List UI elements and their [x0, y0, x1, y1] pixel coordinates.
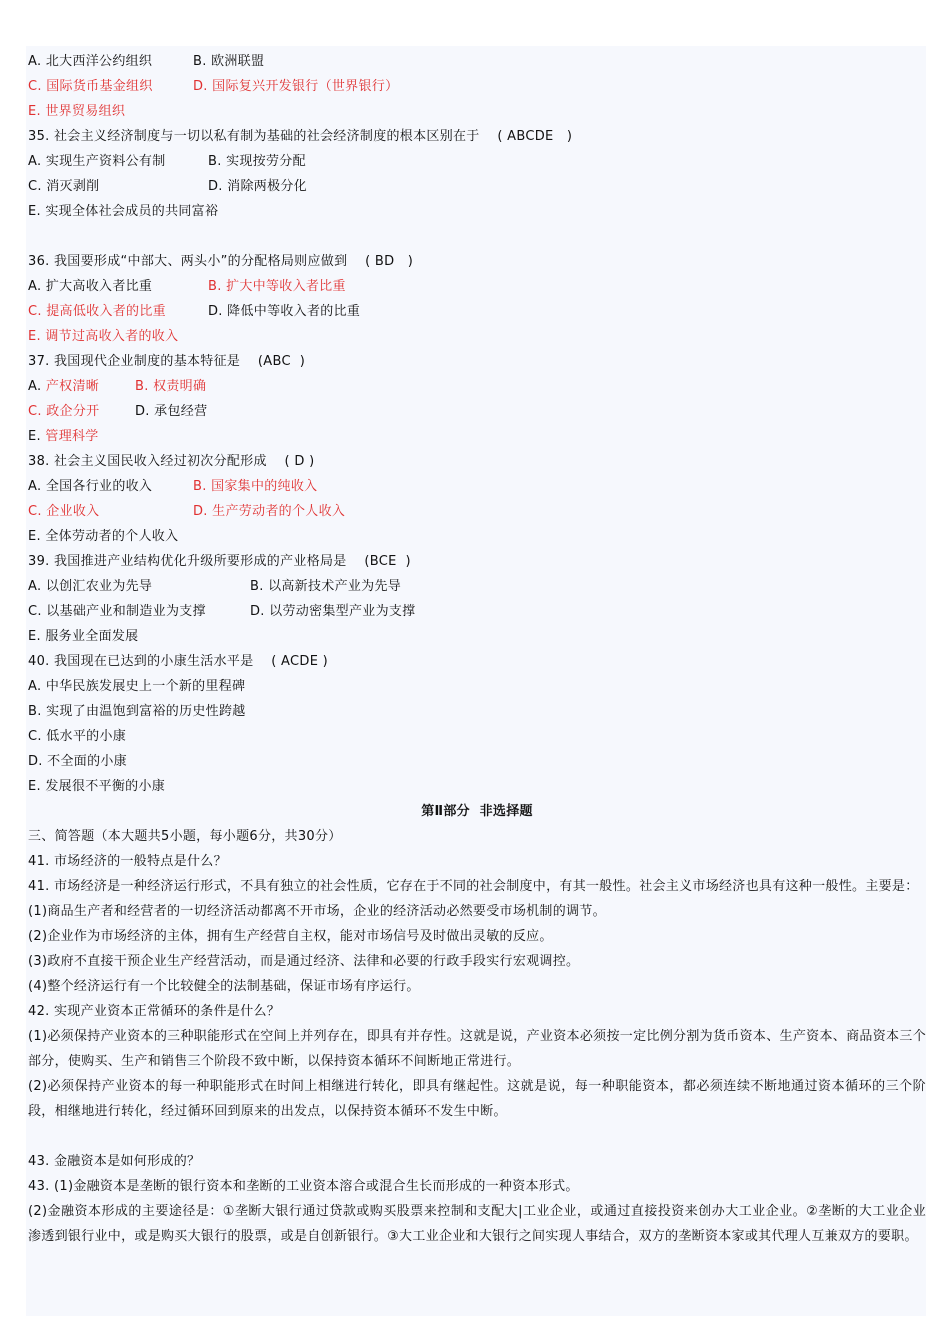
q38-option-d: D. 生产劳动者的个人收入 [193, 504, 346, 519]
q34-option-c: C. 国际货币基金组织 [28, 79, 153, 94]
q41-point-3: (3)政府不直接干预企业生产经营活动，而是通过经济、法律和必要的行政手段实行宏观调控。 [28, 954, 580, 969]
q36-option-e: E. 调节过高收入者的收入 [28, 329, 179, 344]
q35-options-cd [28, 174, 926, 199]
q38-option-c: C. 企业收入 [28, 504, 100, 519]
q36-options-ab [28, 274, 926, 299]
q38-option-e: E. 全体劳动者的个人收入 [28, 529, 179, 544]
q41-answer-intro: 41. 市场经济是一种经济运行形式，不具有独立的社会性质，它存在于不同的社会制度中，有其一般性。社会主义市场经济也具有这种一般性。主要是： [28, 879, 919, 894]
q37-option-c: 政企分开 [46, 404, 100, 419]
q43-point-1: 43. (1)金融资本是垄断的银行资本和垄断的工业资本溶合或混合生长而形成的一种资本形式。 [28, 1179, 579, 1194]
q35-stem: 35. 社会主义经济制度与一切以私有制为基础的社会经济制度的根本区别在于 ( ABCDE ) [28, 129, 573, 144]
q35-option-d: D. 消除两极分化 [208, 179, 307, 194]
part-title: 第Ⅱ部分 非选择题 [421, 804, 533, 819]
q38-stem: 38. 社会主义国民收入经过初次分配形成 ( D ) [28, 454, 315, 469]
q37-option-b: B. 权责明确 [135, 379, 207, 394]
q43-point-2: (2)金融资本形成的主要途径是：①垄断大银行通过贷款或购买股票来控制和支配大|工业企业，或通过直接投资来创办大工业企业。②垄断的大工业企业渗透到银行业中，或是购买大银行的股票，或是自创新银行。③大工业企业和大银行之间实现人事结合，双方的垄断资本家或其代理人互兼双方的要职。 [28, 1204, 926, 1244]
q34-option-b: B. 欧洲联盟 [193, 54, 265, 69]
q40-option-c: C. 低水平的小康 [28, 729, 127, 744]
q39-option-a: A. 以创汇农业为先导 [28, 579, 153, 594]
q37-option-e-prefix: E. [28, 429, 41, 444]
q37-option-a-prefix: A. [28, 379, 42, 394]
q40-option-a: A. 中华民族发展史上一个新的里程碑 [28, 679, 246, 694]
q39-option-d: D. 以劳动密集型产业为支撑 [250, 604, 416, 619]
q40-option-b: B. 实现了由温饱到富裕的历史性跨越 [28, 704, 246, 719]
q40-option-e: E. 发展很不平衡的小康 [28, 779, 166, 794]
q36-option-d: D. 降低中等收入者的比重 [208, 304, 361, 319]
q34-option-a: A. 北大西洋公约组织 [28, 54, 153, 69]
q40-option-d: D. 不全面的小康 [28, 754, 127, 769]
q41-point-1: (1)商品生产者和经营者的一切经济活动都离不开市场，企业的经济活动必然要受市场机制的调节。 [28, 904, 606, 919]
q39-option-c: C. 以基础产业和制造业为支撑 [28, 604, 206, 619]
q38-option-b: B. 国家集中的纯收入 [193, 479, 318, 494]
section-heading: 三、简答题（本大题共5小题，每小题6分，共30分） [28, 829, 342, 844]
q36-option-b: B. 扩大中等收入者比重 [208, 279, 346, 294]
spacer [28, 224, 926, 249]
q35-option-c: C. 消灭剥削 [28, 179, 100, 194]
q36-option-a: A. 扩大高收入者比重 [28, 279, 153, 294]
q40-stem: 40. 我国现在已达到的小康生活水平是 ( ACDE ) [28, 654, 329, 669]
q34-option-e: E. 世界贸易组织 [28, 104, 126, 119]
q37-options-cd [28, 399, 926, 424]
q39-stem: 39. 我国推进产业结构优化升级所要形成的产业格局是 (BCE ) [28, 554, 411, 569]
q34-options-ab [28, 49, 926, 74]
spacer [28, 1124, 926, 1149]
q37-option-c-prefix: C. [28, 404, 42, 419]
document-body [28, 49, 926, 1249]
q37-option-e: 管理科学 [45, 429, 99, 444]
q36-option-c: C. 提高低收入者的比重 [28, 304, 166, 319]
q35-option-e: E. 实现全体社会成员的共同富裕 [28, 204, 219, 219]
q37-option-d: D. 承包经营 [135, 404, 208, 419]
q37-option-a: 产权清晰 [45, 379, 100, 394]
q42-question: 42. 实现产业资本正常循环的条件是什么？ [28, 1004, 281, 1019]
q34-options-cd [28, 74, 926, 99]
q34-option-d: D. 国际复兴开发银行（世界银行） [193, 79, 399, 94]
q37-stem: 37. 我国现代企业制度的基本特征是 (ABC ) [28, 354, 306, 369]
q39-option-b: B. 以高新技术产业为先导 [250, 579, 402, 594]
q36-options-cd [28, 299, 926, 324]
q42-point-1: (1)必须保持产业资本的三种职能形式在空间上并列存在，即具有并存性。这就是说，产业资本必须按一定比例分割为货币资本、生产资本、商品资本三个部分，使购买、生产和销售三个阶段不致中断，以保持资本循环不间断地正常进行。 [28, 1029, 926, 1069]
q35-options-ab [28, 149, 926, 174]
q35-option-a: A. 实现生产资料公有制 [28, 154, 166, 169]
q39-options-cd [28, 599, 926, 624]
q38-options-ab [28, 474, 926, 499]
q39-option-e: E. 服务业全面发展 [28, 629, 139, 644]
q37-options-ab [28, 374, 926, 399]
q41-question: 41. 市场经济的一般特点是什么？ [28, 854, 227, 869]
q38-options-cd [28, 499, 926, 524]
q36-stem: 36. 我国要形成“中部大、两头小”的分配格局则应做到 ( BD ) [28, 254, 414, 269]
q37-option-e-line [28, 424, 926, 449]
q43-question: 43. 金融资本是如何形成的？ [28, 1154, 201, 1169]
q35-option-b: B. 实现按劳分配 [208, 154, 306, 169]
q41-point-2: (2)企业作为市场经济的主体，拥有生产经营自主权，能对市场信号及时做出灵敏的反应。 [28, 929, 553, 944]
q42-point-2: (2)必须保持产业资本的每一种职能形式在时间上相继进行转化，即具有继起性。这就是说，每一种职能资本，都必须连续不断地通过资本循环的三个阶段，相继地进行转化，经过循环回到原来的出发点，以保持资本循环不发生中断。 [28, 1079, 926, 1119]
q39-options-ab [28, 574, 926, 599]
q41-point-4: (4)整个经济运行有一个比较健全的法制基础，保证市场有序运行。 [28, 979, 420, 994]
q38-option-a: A. 全国各行业的收入 [28, 479, 153, 494]
